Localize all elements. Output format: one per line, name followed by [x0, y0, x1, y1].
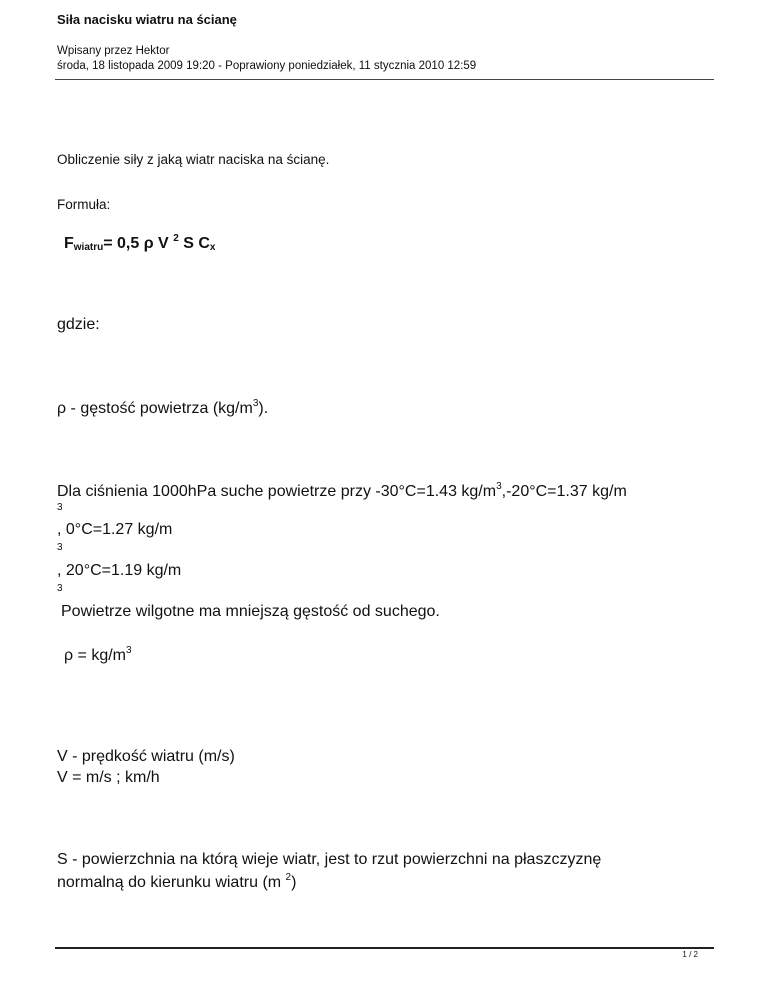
- rho-def-close: ).: [258, 400, 269, 417]
- rho-calc-sup: 3: [126, 645, 132, 656]
- formula-end: S C: [178, 235, 210, 252]
- humid-air-note: Powietrze wilgotne ma mniejszą gęstość od suchego.: [61, 603, 440, 620]
- density-line-1: [57, 481, 627, 501]
- density-exponent-3: 3: [57, 583, 63, 594]
- s-def-text: normalną do kierunku wiatru (m: [57, 874, 286, 891]
- gdzie-label: gdzie:: [57, 316, 100, 333]
- density-exponent-2: 3: [57, 542, 63, 553]
- rho-definition: [57, 398, 268, 418]
- dates-line: środa, 18 listopada 2009 19:20 - Poprawiony poniedziałek, 11 stycznia 2010 12:59: [57, 60, 477, 72]
- formula-mid: = 0,5 ρ V: [103, 235, 169, 252]
- s-def-sup: 2: [285, 872, 292, 883]
- intro-text: Obliczenie siły z jaką wiatr naciska na ścianę.: [57, 152, 330, 167]
- rho-def-text: ρ - gęstość powietrza (kg/m: [57, 400, 253, 417]
- density-line-1-sup: 3: [496, 481, 502, 492]
- formula-label: Formuła:: [57, 197, 111, 212]
- page-title: Siła nacisku wiatru na ścianę: [57, 12, 237, 27]
- formula-square: 2: [173, 233, 179, 244]
- v-calc: V = m/s ; km/h: [57, 769, 160, 786]
- density-line-3: , 20°C=1.19 kg/m: [57, 562, 182, 579]
- rho-calc: [64, 645, 132, 665]
- formula-f: F: [64, 235, 74, 252]
- footer-divider: [55, 947, 714, 949]
- density-exponent-1: 3: [57, 502, 63, 513]
- density-line-1a: Dla ciśnienia 1000hPa suche powietrze przy -30°C=1.43 kg/m: [57, 483, 497, 500]
- s-def-close: ): [291, 874, 297, 891]
- density-line-1b: ,-20°C=1.37 kg/m: [501, 483, 627, 500]
- formula-sub-wiatru: wiatru: [73, 242, 104, 253]
- author-line: Wpisany przez Hektor: [57, 45, 170, 57]
- rho-calc-text: ρ = kg/m: [64, 647, 127, 664]
- page-number: 1 / 2: [682, 950, 698, 959]
- s-definition-line-2: [57, 872, 296, 892]
- formula-sub-x: x: [209, 242, 216, 253]
- rho-def-sup: 3: [252, 398, 259, 409]
- formula: [64, 233, 215, 253]
- density-line-2: , 0°C=1.27 kg/m: [57, 521, 173, 538]
- header-divider: [55, 79, 714, 80]
- v-definition: V - prędkość wiatru (m/s): [57, 748, 235, 765]
- s-definition-line-1: S - powierzchnia na którą wieje wiatr, jest to rzut powierzchni na płaszczyznę: [57, 851, 602, 868]
